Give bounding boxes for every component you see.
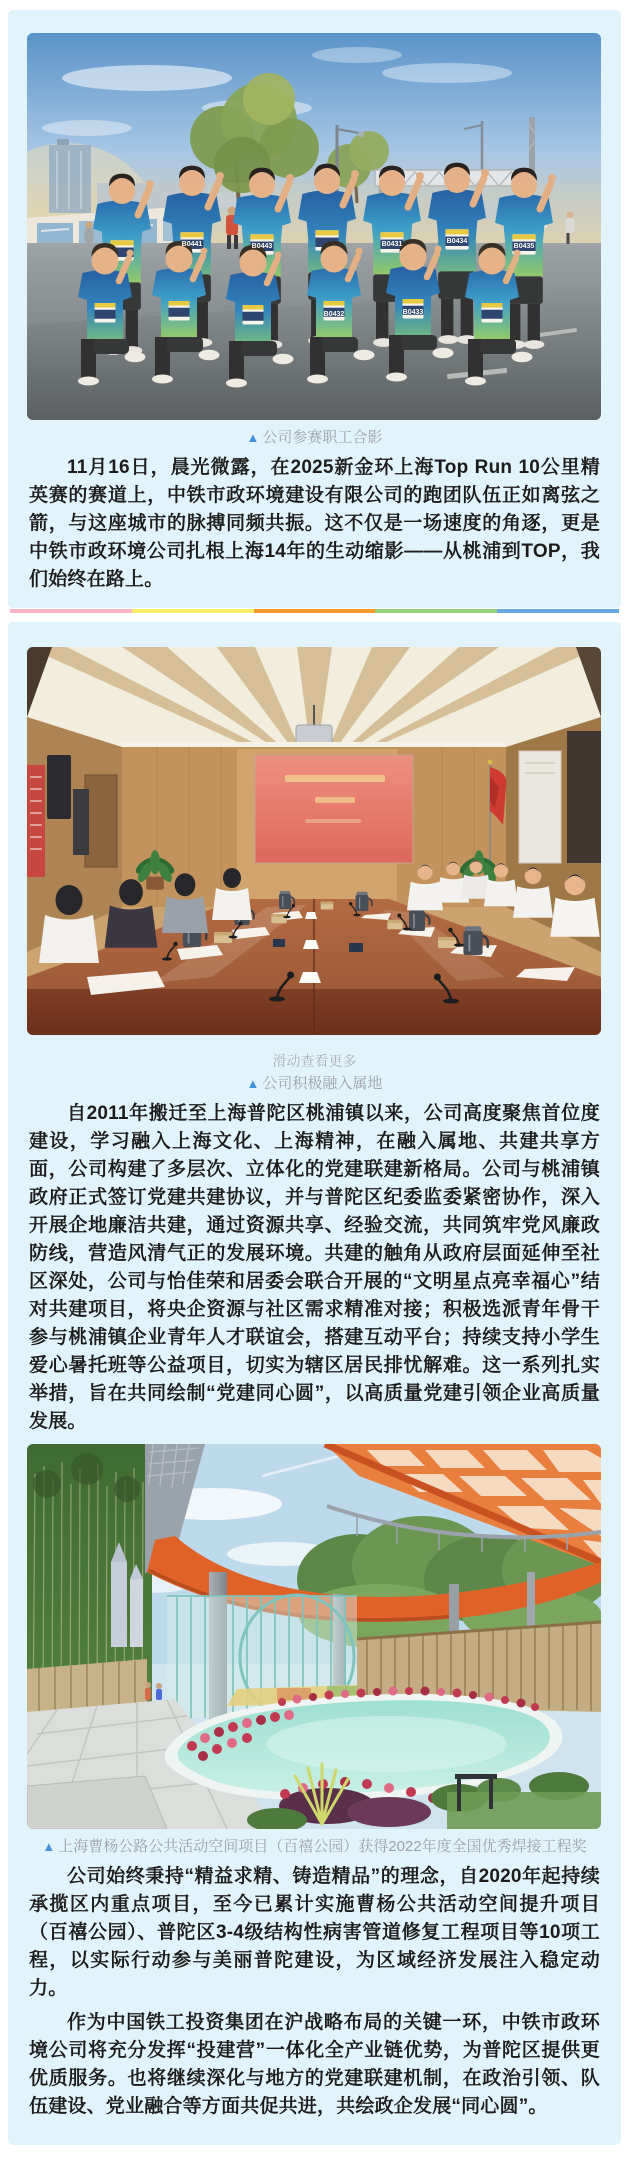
bottom-margin [0, 2145, 629, 2157]
paragraph-community-integration: 自2011年搬迁至上海普陀区桃浦镇以来，公司高度聚焦首位度建设，学习融入上海文化、上海精神，在融入属地、共建共享方面，公司构建了多层次、立体化的党建联建新格局。公司与桃浦镇政府正式签订党建共建协议，并与普陀区纪委监委紧密协作，深入开展企地廉洁共建，通过资源共享、经验交流，共同筑牢党风廉政防线，营造风清气正的发展环境。共建的触角从政府层面延伸至社区深处，公司与怡佳荣和居委会联合开展的“文明星点亮幸福心”结对共建项目，将央企资源与社区需求精准对接；积极选派青年骨干参与桃浦镇企业青年人才联谊会，搭建互动平台；持续支持小学生爱心暑托班等公益项目，切实为辖区居民排忧解难。这一系列扎实举措，旨在共同绘制“党建同心圆”，以高质量党建引领企业高质量发展。 [29, 1103, 600, 1432]
park-pedestrians [145, 1682, 162, 1700]
divider-segment-pink [10, 609, 132, 613]
swipe-hint[interactable]: 滑动查看更多 [272, 1053, 357, 1069]
meeting-projection-screen [255, 755, 413, 863]
section-divider [10, 609, 619, 613]
photo2-caption [27, 1073, 602, 1094]
svg-text:B0434: B0434 [446, 238, 468, 245]
paragraph-race-intro: 11月16日，晨光微露，在2025新金环上海Top Run 10公里精英赛的赛道上，中铁市政环境建设有限公司的跑团队伍正如离弦之箭，与这座城市的脉搏同频共振。这不仅是一场速度的角逐，更是中铁市政环境公司扎根上海14年的生动缩影——从桃浦到TOP，我们始终在路上。 [29, 457, 600, 590]
meeting-photo-illustration [27, 647, 601, 1035]
divider-segment-orange [254, 609, 376, 613]
svg-text:B0433: B0433 [402, 309, 424, 316]
paragraph-key-projects: 公司始终秉持“精益求精、铸造精品”的理念，自2020年起持续承揽区内重点项目，至今已累计实施曹杨公共活动空间提升项目（百禧公园）、普陀区3-4级结构性病害管道修复工程项目等10项工程，以实际行动参与美丽普陀建设，为区域经济发展注入稳定动力。 [29, 1866, 600, 1999]
caption-triangle-icon: ▲ [42, 1839, 56, 1854]
paragraph-future-outlook: 作为中国铁工投资集团在沪战略布局的关键一环，中铁市政环境公司将充分发挥“投建营”一体化全产业链优势，为普陀区提供更优质服务。也将继续深化与地方的党建联建机制，在政治引领、队伍建设、党业融合等方面共促共进，共绘政企发展“同心圆”。 [29, 2012, 600, 2117]
divider-segment-blue [497, 609, 619, 613]
divider-segment-green [375, 609, 497, 613]
marathon-sunlight-wash [27, 183, 601, 420]
marathon-photo-illustration [27, 33, 601, 420]
svg-text:B0432: B0432 [323, 311, 345, 318]
svg-text:B0435: B0435 [513, 243, 535, 250]
photo2-caption-text: 公司积极融入属地 [262, 1075, 383, 1092]
svg-text:B0443: B0443 [251, 243, 273, 250]
photo3-caption-text: 上海曹杨公路公共活动空间项目（百禧公园）获得2022年度全国优秀焊接工程奖 [58, 1838, 587, 1855]
svg-text:B0441: B0441 [181, 241, 203, 248]
caption-triangle-icon: ▲ [246, 1076, 260, 1091]
meeting-ceiling [27, 647, 601, 749]
photo1-caption-text: 公司参赛职工合影 [262, 429, 383, 446]
meeting-red-banner [27, 765, 45, 877]
caption-triangle-icon: ▲ [246, 430, 260, 445]
svg-text:B0431: B0431 [381, 241, 403, 248]
article-section-2 [8, 622, 621, 2145]
park-photo-illustration [27, 1444, 601, 1829]
photo-meeting-room[interactable] [27, 647, 601, 1035]
photo1-caption [27, 427, 602, 448]
divider-segment-yellow [132, 609, 254, 613]
photo-park-project[interactable] [27, 1444, 601, 1829]
photo-marathon-group[interactable] [27, 33, 601, 420]
article-section-1 [8, 10, 621, 608]
photo3-caption [27, 1836, 602, 1857]
